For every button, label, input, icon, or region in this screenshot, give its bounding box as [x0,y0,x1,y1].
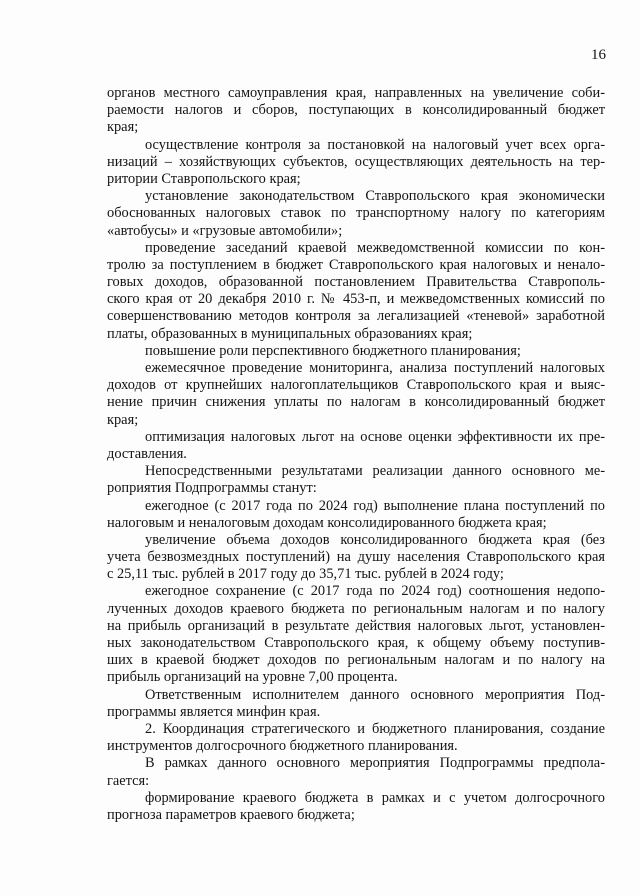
text-line: «автобусы» и «грузовые автомобили»; [107,222,343,239]
text-line: низаций – хозяйствующих субъектов, осуществляющих деятельность на тер- [107,153,605,170]
text-line: совершенствованию методов контроля за легализацией «теневой» заработной [107,308,605,325]
text-line: прогноза параметров краевого бюджета; [107,806,355,823]
text-line: доставления. [107,445,187,462]
text-line: края; [107,411,139,428]
text-line: ежегодное (с 2017 года по 2024 год) выполнение плана поступлений по [145,497,605,514]
paragraph [107,755,605,789]
text-line: края; [107,119,139,136]
paragraph [107,360,605,429]
paragraph [107,583,605,686]
text-line: увеличение объема доходов консолидированного бюджета края (без [145,531,605,548]
text-line: 2. Координация стратегического и бюджетного планирования, создание [145,720,605,737]
paragraph [107,343,605,360]
text-line: доходов от крупнейших налогоплательщиков Ставропольского края и выяс- [107,377,605,394]
paragraph [107,188,605,240]
text-line: платы, образованных в муниципальных образованиях края; [107,325,473,342]
text-line: ших в краевой бюджет доходов по региональным налогам и по налогу на [107,652,605,669]
text-line: говых доходов, образованной постановлением Правительства Ставрополь- [107,274,605,291]
page-number: 16 [591,47,606,63]
text-line: ных законодательством Ставропольского края, к общему объему поступив- [107,635,605,651]
document-text [107,85,605,824]
text-line: осуществление контроля за постановкой на налоговый учет всех орга- [145,136,605,153]
text-line: повышение роли перспективного бюджетного планирования; [145,342,521,359]
text-line: инструментов долгосрочного бюджетного планирования. [107,738,458,755]
text-line: тролю за поступлением в бюджет Ставропольского края налоговых и ненало- [107,256,605,273]
text-line: обоснованных налоговых ставок по транспортному налогу по категориям [107,205,605,222]
text-line: органов местного самоуправления края, направленных на увеличение соби- [107,85,605,101]
text-line: установление законодательством Ставропольского края экономически [145,188,605,205]
text-line: на прибыль организаций в результате действия налоговых льгот, установлен- [107,617,605,634]
text-line: ского края от 20 декабря 2010 г. № 453-п, и межведомственных комиссий по [107,291,605,308]
text-line: проведение заседаний краевой межведомственной комиссии по кон- [145,239,605,256]
text-line: гается: [107,772,150,789]
text-line: программы является минфин края. [107,703,321,720]
text-line: прибыль организаций на уровне 7,00 процента. [107,669,398,686]
text-line: Ответственным исполнителем данного основного мероприятия Под- [145,686,605,703]
paragraph [107,429,605,463]
text-line: нение причин снижения уплаты по налогам в консолидированный бюджет [107,394,605,411]
paragraph [107,463,605,497]
text-line: формирование краевого бюджета в рамках и с учетом долгосрочного [145,789,605,806]
paragraph [107,498,605,532]
paragraph [107,240,605,343]
text-line: ежегодное сохранение (с 2017 года по 2024 год) соотношения недопо- [145,583,605,600]
paragraph [107,85,605,137]
text-line: раемости налогов и сборов, поступающих в консолидированный бюджет [107,102,605,119]
paragraph [107,687,605,721]
paragraph [107,532,605,584]
text-line: Непосредственными результатами реализации данного основного ме- [145,463,605,480]
text-line: лученных доходов краевого бюджета по региональным налогам и по налогу [107,600,605,617]
text-line: ритории Ставропольского края; [107,170,301,187]
text-line: налоговым и неналоговым доходам консолидированного бюджета края; [107,514,547,531]
text-line: оптимизация налоговых льгот на основе оценки эффективности их пре- [145,428,605,445]
text-line: учета безвозмездных поступлений) на душу населения Ставропольского края [107,549,605,566]
text-line: В рамках данного основного мероприятия Подпрограммы предпола- [145,755,605,772]
paragraph [107,721,605,755]
text-line: ежемесячное проведение мониторинга, анализа поступлений налоговых [145,360,605,376]
text-line: роприятия Подпрограммы станут: [107,480,317,497]
text-line: с 25,11 тыс. рублей в 2017 году до 35,71 тыс. рублей в 2024 году; [107,566,504,583]
paragraph [107,790,605,824]
paragraph [107,137,605,189]
